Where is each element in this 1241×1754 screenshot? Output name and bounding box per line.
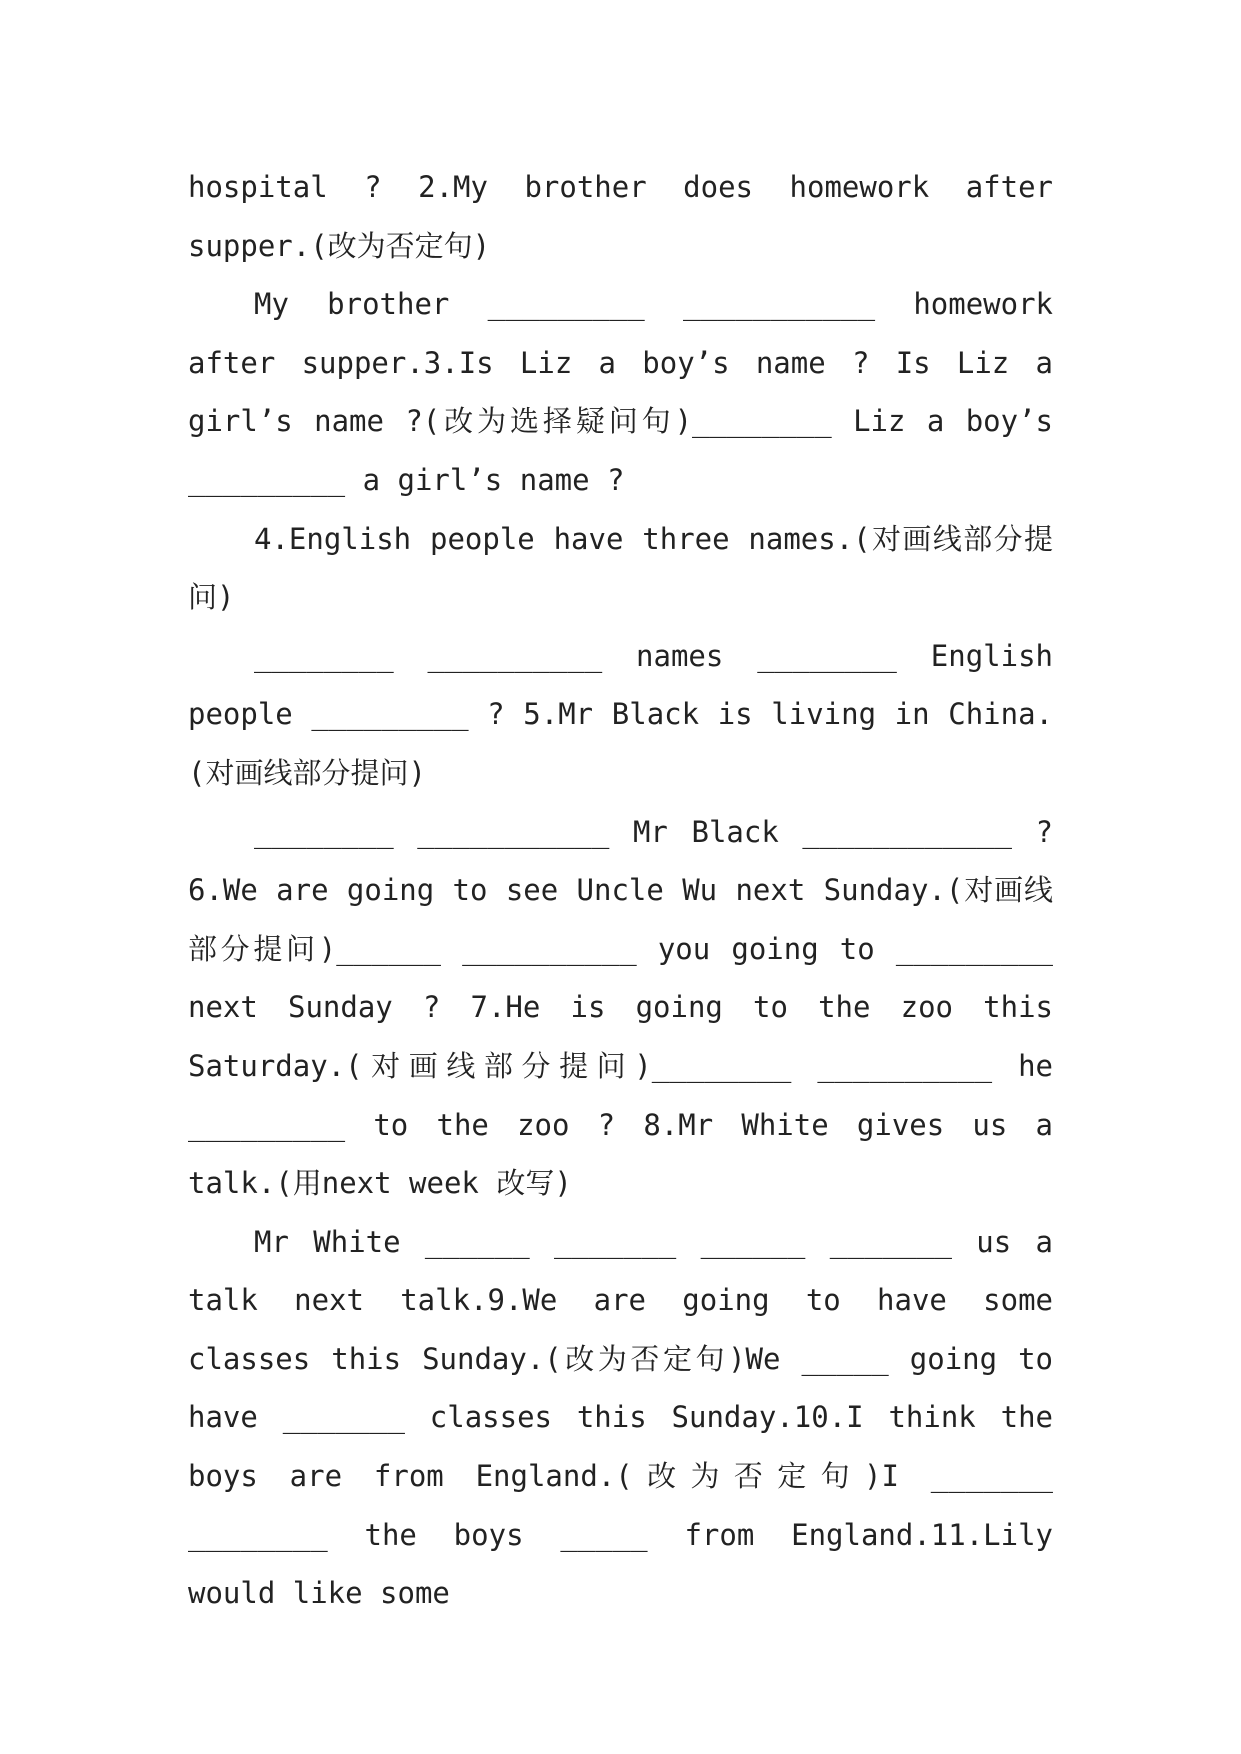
paragraph-4: ________ __________ names ________ English people _________ ? 5.Mr Black is living in China.(对画线部分提问) — [188, 638, 1053, 790]
paragraph-2: My brother _________ ___________ homework after supper.3.Is Liz a boy’s name ? Is Liz a girl’s name ?(改为选择疑问句)________ Liz a boy’s _________ a girl’s name ? — [188, 287, 1053, 497]
paragraph-6: Mr White ______ _______ ______ _______ us a talk next talk.9.We are going to have some classes this Sunday.(改为否定句)We _____ going to have _______ classes this Sunday.10.I think the boys are from England.(改为否定句)I _______ ________ the boys _____ from England.11.Lily would like some — [188, 1224, 1053, 1611]
paragraph-3: 4.English people have three names.(对画线部分提问) — [188, 521, 1053, 615]
paragraph-5: ________ ___________ Mr Black ____________ ? 6.We are going to see Uncle Wu next Sunday.(对画线部分提问)______ __________ you going to _________ next Sunday ? 7.He is going to the zoo this Saturday.(对画线部分提问)________ __________ he _________ to the zoo ? 8.Mr White gives us a talk.(用next week 改写) — [188, 814, 1053, 1201]
paragraph-1: hospital ? 2.My brother does homework after supper.(改为否定句) — [188, 170, 1053, 263]
exercise-text — [188, 158, 1053, 1623]
